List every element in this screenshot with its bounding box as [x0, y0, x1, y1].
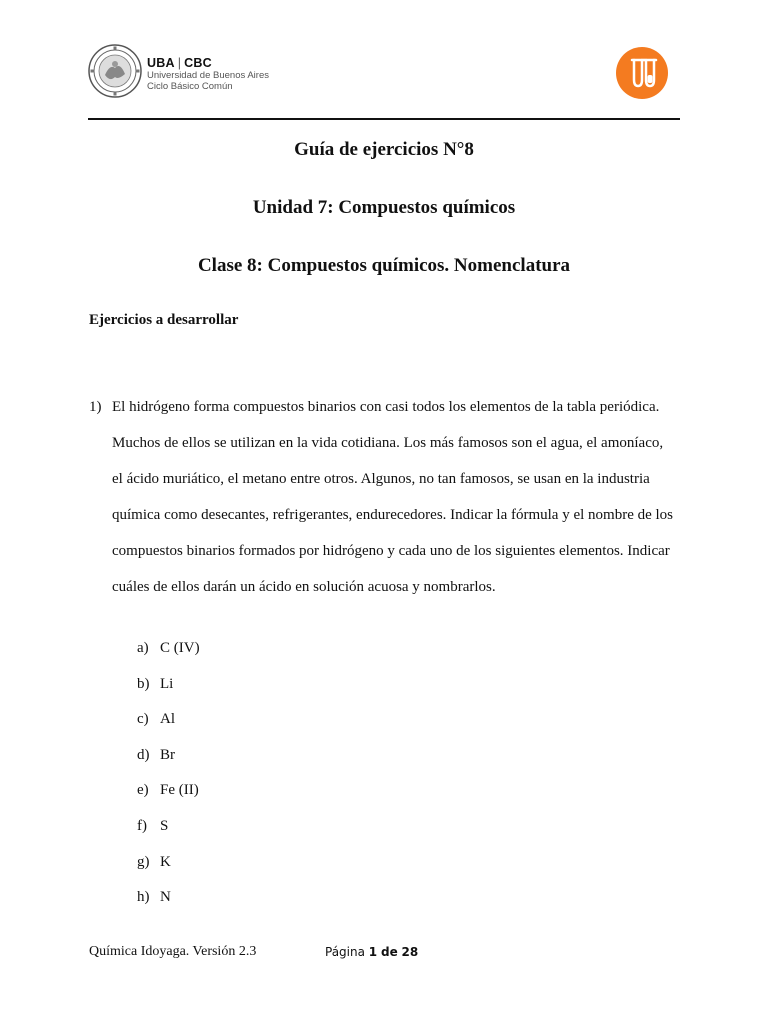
brand-uba: UBA	[147, 56, 175, 70]
page-header	[0, 0, 768, 125]
option-item	[137, 818, 168, 835]
option-item	[137, 711, 175, 728]
page-total: 28	[401, 945, 419, 959]
statement-line: el ácido muriático, el metano entre otros. Algunos, no tan famosos, se usan en la industria	[112, 471, 650, 487]
option-label: g)	[137, 854, 150, 870]
option-text: K	[160, 854, 171, 870]
option-label: c)	[137, 711, 149, 727]
statement-line: compuestos binarios formados por hidrógeno y cada uno de los siguientes elementos. Indicar	[112, 543, 670, 559]
page-current: 1	[368, 945, 378, 959]
option-text: Br	[160, 747, 175, 763]
exercise-statement	[112, 389, 682, 605]
test-tubes-icon	[615, 46, 669, 100]
header-divider	[88, 118, 680, 120]
option-item	[137, 640, 200, 657]
exercise-number: 1)	[89, 399, 102, 415]
statement-line: cuáles de ellos darán un ácido en solución acuosa y nombrarlos.	[112, 579, 496, 595]
option-text: Fe (II)	[160, 782, 199, 798]
option-label: b)	[137, 676, 150, 692]
statement-line: química como desecantes, refrigerantes, endurecedores. Indicar la fórmula y el nombre de los	[112, 507, 674, 523]
statement-line: Muchos de ellos se utilizan en la vida cotidiana. Los más famosos son el agua, el amoníaco,	[112, 435, 664, 451]
brand-block	[147, 56, 269, 92]
option-item	[137, 676, 173, 693]
brand-line-1: Universidad de Buenos Aires	[147, 70, 269, 81]
option-text: S	[160, 818, 169, 834]
section-label: Ejercicios a desarrollar	[89, 312, 239, 328]
option-label: d)	[137, 747, 150, 763]
brand-separator: |	[177, 56, 182, 70]
class-title: Clase 8: Compuestos químicos. Nomenclatura	[197, 255, 571, 276]
brand-line-2: Ciclo Básico Común	[147, 81, 233, 92]
brand-cbc: CBC	[184, 56, 212, 70]
page-number	[325, 945, 418, 959]
university-seal-icon	[88, 44, 142, 98]
option-label: h)	[137, 889, 150, 905]
footer-version: Química Idoyaga. Versión 2.3	[89, 944, 257, 959]
option-text: Li	[160, 676, 174, 692]
option-text: Al	[160, 711, 175, 727]
option-label: a)	[137, 640, 149, 656]
option-item	[137, 747, 175, 764]
brand-name	[147, 56, 269, 70]
option-text: C (IV)	[160, 640, 200, 656]
option-item	[137, 889, 171, 906]
option-item	[137, 854, 171, 871]
option-label: f)	[137, 818, 147, 834]
page-word: Página	[325, 945, 365, 959]
unit-title: Unidad 7: Compuestos químicos	[252, 197, 516, 218]
guide-title: Guía de ejercicios N°8	[294, 139, 474, 160]
option-text: N	[160, 889, 171, 905]
option-label: e)	[137, 782, 149, 798]
page-of: de	[380, 945, 398, 959]
statement-line: El hidrógeno forma compuestos binarios con casi todos los elementos de la tabla periódica.	[112, 399, 660, 415]
option-item	[137, 782, 199, 799]
